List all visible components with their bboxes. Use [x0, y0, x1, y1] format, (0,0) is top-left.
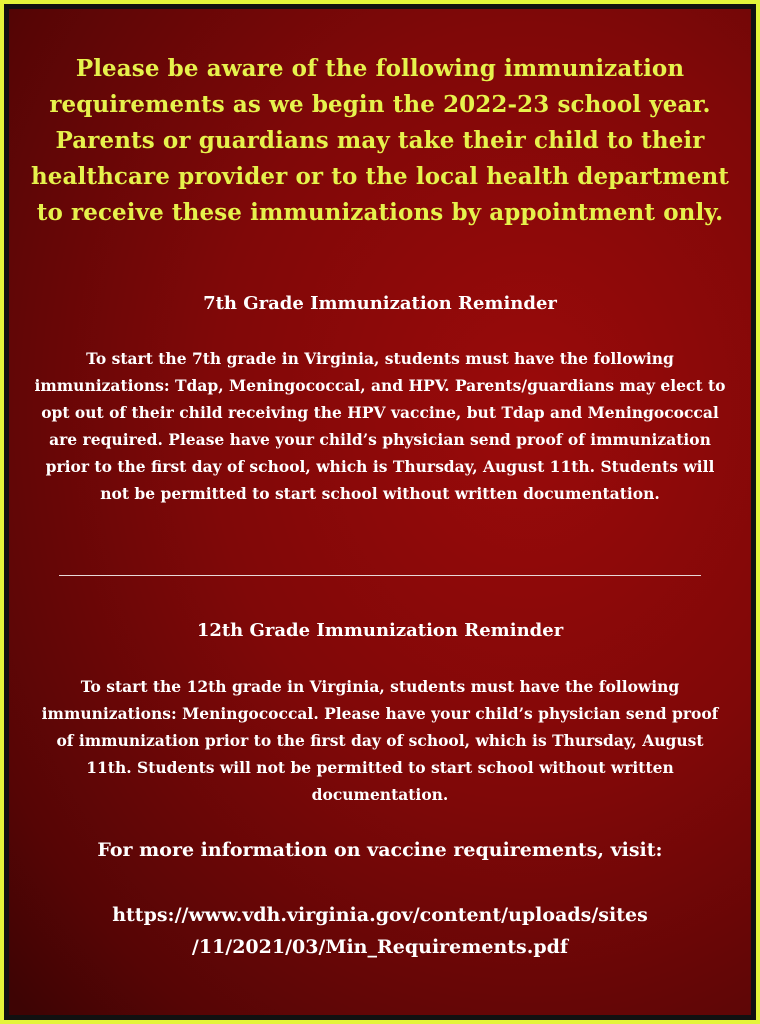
requirements-link[interactable] [29, 899, 731, 963]
requirements-link-line-1[interactable]: https://www.vdh.virginia.gov/content/uploads/sites [112, 904, 648, 926]
immunization-poster [9, 9, 751, 1015]
body-12th-grade: To start the 12th grade in Virginia, students must have the following immunizations: Meningococcal. Please have your child’s physician send proof of immunization prior to the first day of school, which is Thursday, August 11th. Students will not be permitted to start school without written documentation. [41, 677, 719, 804]
heading-12th-grade: 12th Grade Immunization Reminder [196, 620, 564, 641]
heading-7th-grade: 7th Grade Immunization Reminder [203, 293, 557, 314]
body-7th-grade: To start the 7th grade in Virginia, students must have the following immunizations: Tdap, Meningococcal, and HPV. Parents/guardians may elect to opt out of their child receiving the HPV vaccine, but Tdap and Meningococcal are required. Please have your child’s physician send proof of immunization prior to the first day of school, which is Thursday, August 11th. Students will not be permitted to start school without written documentation. [34, 349, 726, 503]
requirements-link-line-2[interactable]: /11/2021/03/Min_Requirements.pdf [191, 936, 569, 958]
intro-notice: Please be aware of the following immunization requirements as we begin the 2022-23 school year. Parents or guardians may take their child to their healthcare provider or to the local health department to receive these immunizations by appointment only. [30, 55, 730, 226]
section-divider [59, 575, 701, 576]
more-info-label: For more information on vaccine requirements, visit: [97, 839, 663, 861]
